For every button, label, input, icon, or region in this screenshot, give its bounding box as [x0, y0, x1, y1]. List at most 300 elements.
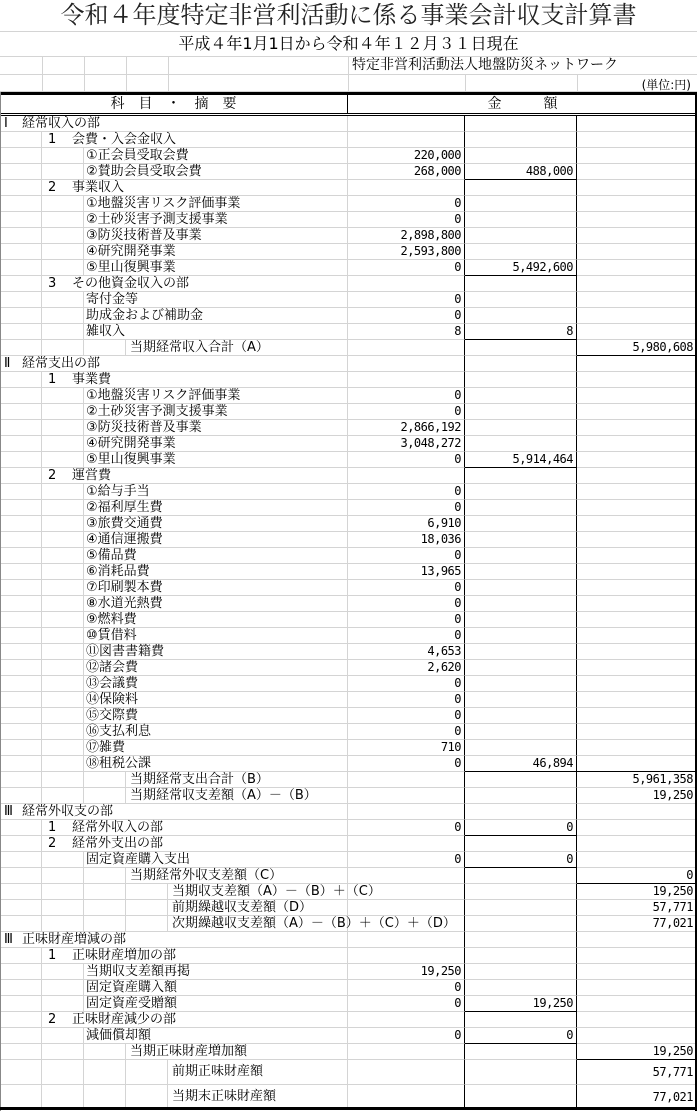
grid-cell: [126, 900, 168, 916]
grid-cell: [42, 164, 84, 180]
grid-cell: [42, 676, 84, 692]
detail-amount: 13,965: [348, 564, 465, 580]
table-row: [0, 500, 697, 516]
grid-cell: [126, 1060, 168, 1085]
row-label: [1, 356, 347, 371]
grid-cell: [42, 964, 84, 980]
table-row: [0, 836, 697, 852]
grid-cell: [42, 644, 84, 660]
row-label: [169, 900, 347, 915]
total-amount: [577, 276, 697, 292]
grid-cell: [84, 788, 126, 804]
period-subtitle: 平成４年1月1日から令和４年１２月３１日現在: [0, 31, 697, 57]
row-label: [85, 308, 347, 323]
table-row: [0, 148, 697, 164]
grid-cell: [0, 692, 42, 708]
subtotal-amount: [465, 676, 577, 692]
item-label: ②賛助会員受取会費: [86, 164, 202, 179]
detail-amount: [348, 116, 465, 132]
grid-cell: [0, 372, 42, 388]
grid-cell: [42, 868, 84, 884]
row-label: [169, 916, 456, 931]
item-label: ④研究開発事業: [86, 436, 176, 451]
item-label: 当期収支差額再掲: [86, 964, 191, 979]
row-label: [85, 420, 347, 435]
grid-cell: [42, 788, 84, 804]
subtotal-amount: [465, 468, 577, 484]
grid-cell: [0, 180, 42, 196]
subtotal-amount: [465, 964, 577, 980]
table-row: [0, 388, 697, 404]
total-amount: [577, 852, 697, 868]
detail-amount: 0: [348, 820, 465, 836]
table-row: [0, 564, 697, 580]
table-row: [0, 164, 697, 180]
row-label: [85, 388, 347, 403]
header-amount: 金 額: [487, 96, 558, 112]
detail-amount: [348, 1012, 465, 1028]
grid-cell: [0, 788, 42, 804]
row-label: [85, 580, 347, 595]
total-amount: [577, 148, 697, 164]
item-label: ②福利厚生費: [86, 500, 163, 515]
total-amount: [577, 500, 697, 516]
total-amount: [577, 948, 697, 964]
subtotal-amount: [465, 948, 577, 964]
subtotal-amount: [465, 980, 577, 996]
table-row: [0, 212, 697, 228]
total-amount: [577, 596, 697, 612]
detail-amount: 268,000: [348, 164, 465, 180]
grid-cell: [0, 1060, 42, 1085]
row-label: [85, 484, 347, 499]
detail-amount: 0: [348, 980, 465, 996]
item-label: 前期正味財産額: [172, 1064, 264, 1079]
total-amount: [577, 708, 697, 724]
grid-cell: [0, 676, 42, 692]
grid-cell: [0, 916, 42, 932]
grid-cell: [0, 516, 42, 532]
row-label: [1, 804, 347, 819]
row-label: [85, 564, 347, 579]
item-label: ⑬会議費: [86, 676, 139, 691]
item-label: 経常収入の部: [22, 116, 101, 131]
row-label: [127, 772, 347, 787]
detail-amount: 710: [348, 740, 465, 756]
detail-amount: 0: [348, 756, 465, 772]
total-amount: [577, 164, 697, 180]
row-label: [85, 708, 347, 723]
subtotal-amount: 19,250: [465, 996, 577, 1012]
subtotal-amount: [465, 388, 577, 404]
total-amount: [577, 804, 697, 820]
total-amount: [577, 724, 697, 740]
subtotal-amount: [465, 868, 577, 884]
grid-cell: [126, 884, 168, 900]
item-label: ⑱租税公課: [86, 756, 152, 771]
row-label: [85, 292, 347, 307]
total-amount: [577, 292, 697, 308]
item-label: 運営費: [72, 468, 112, 483]
detail-amount: [348, 836, 465, 852]
subtotal-amount: [465, 1044, 577, 1060]
grid-cell: [84, 868, 126, 884]
total-amount: [577, 260, 697, 276]
total-amount: [577, 308, 697, 324]
grid-cell: [42, 580, 84, 596]
item-number: Ⅰ: [4, 116, 8, 131]
table-row: [0, 676, 697, 692]
total-amount: [577, 372, 697, 388]
item-number: Ⅱ: [4, 356, 11, 371]
grid-cell: [42, 260, 84, 276]
table-row: [0, 420, 697, 436]
table-row: [0, 900, 697, 916]
row-label: [85, 756, 347, 771]
item-label: ⑤里山復興事業: [86, 452, 176, 467]
grid-cell: [42, 596, 84, 612]
item-label: ⑤里山復興事業: [86, 260, 176, 275]
subtotal-amount: [465, 772, 577, 788]
row-label: [85, 404, 347, 419]
detail-amount: 220,000: [348, 148, 465, 164]
table-row: [0, 452, 697, 468]
detail-amount: 0: [348, 580, 465, 596]
total-amount: [577, 564, 697, 580]
table-row: [0, 724, 697, 740]
table-row: [0, 948, 697, 964]
total-amount: [577, 452, 697, 468]
grid-cell: [0, 724, 42, 740]
table-row: [0, 612, 697, 628]
table-row: [0, 580, 697, 596]
grid-cell: [0, 308, 42, 324]
detail-amount: [348, 772, 465, 788]
item-label: 固定資産受贈額: [86, 996, 178, 1011]
row-label: [43, 1012, 347, 1027]
item-label: ⑥消耗品費: [86, 564, 150, 579]
grid-cell: [84, 916, 126, 932]
table-row: [0, 468, 697, 484]
grid-cell: [42, 772, 84, 788]
grid-cell: [0, 500, 42, 516]
grid-cell: [0, 292, 42, 308]
grid-cell: [42, 148, 84, 164]
total-amount: [577, 212, 697, 228]
grid-cell: [0, 836, 42, 852]
subtotal-amount: 46,894: [465, 756, 577, 772]
grid-cell: [0, 1044, 42, 1060]
subtotal-amount: [465, 356, 577, 372]
item-label: 当期経常支出合計（B）: [130, 772, 269, 787]
row-label: [85, 852, 347, 867]
total-amount: 57,771: [577, 1060, 697, 1085]
item-label: 会費・入会金収入: [72, 132, 177, 147]
row-label: [127, 340, 347, 355]
table-row: [0, 756, 697, 772]
item-number: 2: [48, 836, 57, 851]
item-label: 事業収入: [72, 180, 125, 195]
row-label: [43, 132, 347, 147]
subtotal-amount: [465, 692, 577, 708]
table-border-bottom: [0, 1107, 697, 1110]
total-amount: [577, 612, 697, 628]
table-row: [0, 276, 697, 292]
grid-cell: [42, 292, 84, 308]
detail-amount: 0: [348, 1028, 465, 1044]
subtotal-amount: [465, 244, 577, 260]
detail-amount: [348, 1044, 465, 1060]
grid-cell: [0, 452, 42, 468]
row-label: [1, 116, 347, 131]
item-label: ①地盤災害リスク評価事業: [86, 196, 241, 211]
total-amount: [577, 692, 697, 708]
grid-cell: [0, 388, 42, 404]
grid-cell: [42, 884, 84, 900]
detail-amount: 2,620: [348, 660, 465, 676]
item-label: ⑮交際費: [86, 708, 139, 723]
grid-cell: [0, 132, 42, 148]
subtotal-amount: [465, 740, 577, 756]
detail-amount: 0: [348, 852, 465, 868]
item-label: 前期繰越収支差額（D）: [172, 900, 313, 915]
table-row: [0, 868, 697, 884]
grid-cell: [0, 468, 42, 484]
grid-cell: [84, 884, 126, 900]
grid-cell: [42, 500, 84, 516]
subtotal-amount: [465, 276, 577, 292]
detail-amount: [348, 356, 465, 372]
table-row: [0, 628, 697, 644]
detail-amount: 0: [348, 724, 465, 740]
row-label: [169, 884, 381, 899]
table-border-left: [0, 92, 1, 1111]
total-amount: [577, 404, 697, 420]
grid-cell: [42, 724, 84, 740]
grid-cell: [42, 628, 84, 644]
total-amount: [577, 484, 697, 500]
subtotal-amount: [465, 804, 577, 820]
grid-cell: [42, 660, 84, 676]
item-label: ⑧水道光熱費: [86, 596, 163, 611]
item-label: 事業費: [72, 372, 112, 387]
grid-cell: [0, 596, 42, 612]
subtotal-amount: [465, 228, 577, 244]
total-amount: [577, 244, 697, 260]
grid-cell: [0, 148, 42, 164]
grid-cell: [42, 900, 84, 916]
table-row: [0, 852, 697, 868]
subtotal-amount: 5,914,464: [465, 452, 577, 468]
grid-cell: [42, 1060, 84, 1085]
grid-cell: [0, 628, 42, 644]
grid-cell: [42, 388, 84, 404]
subtotal-amount: [465, 292, 577, 308]
detail-amount: [348, 932, 465, 948]
row-label: [85, 612, 347, 627]
detail-amount: 0: [348, 612, 465, 628]
grid-cell: [0, 756, 42, 772]
grid-cell: [42, 452, 84, 468]
subtotal-amount: [465, 532, 577, 548]
item-label: 経常支出の部: [22, 356, 101, 371]
total-amount: 19,250: [577, 788, 697, 804]
detail-amount: 0: [348, 452, 465, 468]
grid-cell: [42, 1028, 84, 1044]
grid-cell: [42, 708, 84, 724]
grid-cell: [0, 868, 42, 884]
detail-amount: 2,866,192: [348, 420, 465, 436]
subtotal-amount: 488,000: [465, 164, 577, 180]
subtotal-amount: [465, 500, 577, 516]
grid-cell: [0, 820, 42, 836]
grid-cell: [0, 852, 42, 868]
item-label: 当期収支差額（A）－（B）＋（C）: [172, 884, 381, 899]
subtotal-amount: [465, 148, 577, 164]
grid-cell: [0, 660, 42, 676]
item-label: ⑯支払利息: [86, 724, 152, 739]
grid-cell: [0, 484, 42, 500]
subtotal-amount: 8: [465, 324, 577, 340]
total-amount: [577, 1028, 697, 1044]
grid-cell: [42, 516, 84, 532]
item-label: ⑫諸会費: [86, 660, 139, 675]
grid-cell: [0, 340, 42, 356]
table-row: [0, 916, 697, 932]
total-amount: [577, 756, 697, 772]
item-label: ⑤備品費: [86, 548, 137, 563]
grid-cell: [42, 404, 84, 420]
row-label: [85, 724, 347, 739]
table-row: [0, 1012, 697, 1028]
detail-amount: 3,048,272: [348, 436, 465, 452]
table-row: [0, 516, 697, 532]
item-number: 1: [48, 820, 57, 835]
total-amount: [577, 132, 697, 148]
item-number: 2: [48, 1012, 57, 1027]
item-label: ⑪図書書籍費: [86, 644, 165, 659]
table-row: [0, 1044, 697, 1060]
detail-amount: [348, 132, 465, 148]
grid-cell: [42, 340, 84, 356]
detail-amount: [348, 788, 465, 804]
grid-cell: [0, 772, 42, 788]
detail-amount: 0: [348, 212, 465, 228]
grid-cell: [0, 996, 42, 1012]
table-row: [0, 228, 697, 244]
row-label: [43, 836, 347, 851]
table-row: [0, 1060, 697, 1085]
item-number: 1: [48, 132, 57, 147]
grid-cell: [0, 164, 42, 180]
item-label: ⑩賃借料: [86, 628, 137, 643]
table-row: [0, 708, 697, 724]
subtotal-amount: [465, 1060, 577, 1085]
row-label: [43, 468, 347, 483]
subtotal-amount: [465, 724, 577, 740]
subtotal-amount: [465, 580, 577, 596]
grid-cell: [0, 884, 42, 900]
subtotal-amount: [465, 916, 577, 932]
detail-amount: [348, 900, 465, 916]
row-label: [169, 1060, 347, 1084]
row-label: [85, 740, 347, 755]
row-label: [85, 628, 347, 643]
table-row: [0, 532, 697, 548]
row-label: [85, 228, 347, 243]
total-amount: 19,250: [577, 1044, 697, 1060]
detail-amount: 0: [348, 996, 465, 1012]
table-row: [0, 116, 697, 132]
total-amount: [577, 516, 697, 532]
item-label: 助成金および補助金: [86, 308, 204, 323]
unit-label: (単位:円): [641, 78, 691, 92]
detail-amount: 0: [348, 708, 465, 724]
grid-cell: [0, 580, 42, 596]
subtotal-amount: [465, 516, 577, 532]
item-label: 正味財産減少の部: [72, 1012, 177, 1027]
grid-cell: [0, 324, 42, 340]
detail-amount: [348, 1060, 465, 1085]
total-amount: [577, 388, 697, 404]
grid-cell: [42, 196, 84, 212]
detail-amount: 4,653: [348, 644, 465, 660]
detail-amount: 0: [348, 548, 465, 564]
table-row: [0, 692, 697, 708]
total-amount: [577, 116, 697, 132]
detail-amount: [348, 276, 465, 292]
subtotal-amount: [465, 788, 577, 804]
row-label: [85, 644, 347, 659]
grid-cell: [0, 276, 42, 292]
grid-cell: [0, 196, 42, 212]
item-number: 3: [48, 276, 57, 291]
table-row: [0, 340, 697, 356]
row-label: [85, 244, 347, 259]
grid-cell: [42, 484, 84, 500]
detail-amount: 8: [348, 324, 465, 340]
grid-cell: [84, 900, 126, 916]
grid-cell: [42, 996, 84, 1012]
subtotal-amount: 0: [465, 820, 577, 836]
total-amount: 57,771: [577, 900, 697, 916]
row-label: [85, 212, 347, 227]
row-label: [1, 932, 347, 947]
grid-cell: [0, 532, 42, 548]
detail-amount: 0: [348, 676, 465, 692]
subtotal-amount: [465, 884, 577, 900]
grid-cell: [0, 708, 42, 724]
total-amount: [577, 324, 697, 340]
subtotal-amount: [465, 836, 577, 852]
table-row: [0, 772, 697, 788]
detail-amount: 0: [348, 692, 465, 708]
subtotal-amount: [465, 132, 577, 148]
row-label: [85, 500, 347, 515]
subtotal-amount: [465, 196, 577, 212]
subtotal-amount: [465, 340, 577, 356]
detail-amount: 0: [348, 596, 465, 612]
grid-cell: [0, 644, 42, 660]
grid-cell: [42, 308, 84, 324]
row-label: [85, 676, 347, 691]
total-amount: 5,980,608: [577, 340, 697, 356]
item-label: 寄付金等: [86, 292, 139, 307]
total-amount: [577, 740, 697, 756]
total-amount: [577, 548, 697, 564]
detail-amount: 0: [348, 196, 465, 212]
grid-cell: [84, 1060, 126, 1085]
